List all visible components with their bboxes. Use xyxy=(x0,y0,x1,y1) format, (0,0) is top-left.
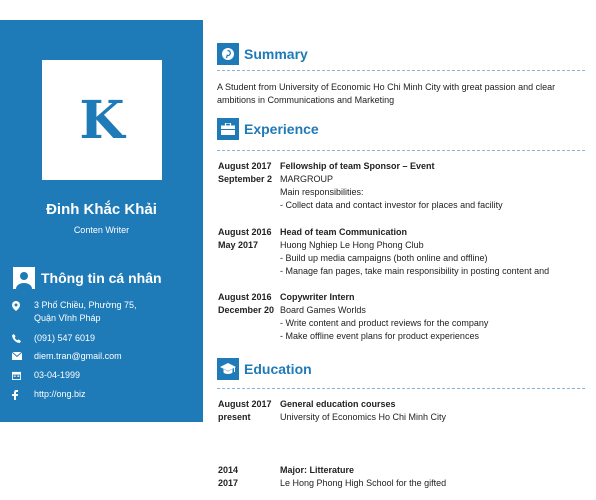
entry-title: Head of team Communication xyxy=(280,227,408,237)
entry-start: 2014 xyxy=(218,465,239,475)
avatar xyxy=(42,60,162,180)
entry-org: University of Economics Ho Chi Minh City xyxy=(280,412,447,422)
entry-body xyxy=(280,291,580,343)
entry-body xyxy=(280,398,580,424)
summary-text: A Student from University of Economic Ho Chi Minh City with great passion and clear ambitions in Communications and Marketing xyxy=(217,82,556,105)
entry-body xyxy=(280,226,580,278)
info-email-text: diem.tran@gmail.com xyxy=(34,351,122,361)
info-phone xyxy=(12,332,95,345)
entry-end: present xyxy=(218,412,251,422)
info-website-link[interactable]: http://ong.biz xyxy=(34,389,86,399)
entry-title: Copywriter Intern xyxy=(280,292,355,302)
info-phone-text: (091) 547 6019 xyxy=(34,333,96,343)
experience-heading xyxy=(217,118,319,140)
entry-end: 2017 xyxy=(218,478,239,488)
experience-title: Experience xyxy=(244,121,319,137)
entry-dates xyxy=(218,398,275,424)
entry-detail: - Collect data and contact investor for places and facility xyxy=(280,200,503,210)
phone-icon xyxy=(12,332,34,345)
entry-start: August 2017 xyxy=(218,399,272,409)
sidebar xyxy=(0,20,203,422)
user-icon xyxy=(13,267,35,289)
profile-name: Đinh Khắc Khải xyxy=(46,201,157,218)
entry-org: Le Hong Phong High School for the gifted xyxy=(280,478,447,488)
entry-dates xyxy=(218,291,275,317)
info-website xyxy=(12,388,86,401)
entry-title: Fellowship of team Sponsor – Event xyxy=(280,161,435,171)
info-address xyxy=(12,299,137,325)
entry-org: MARGROUP xyxy=(280,174,334,184)
entry-body xyxy=(280,464,580,490)
personal-info-heading xyxy=(13,267,162,289)
entry-title: General education courses xyxy=(280,399,396,409)
entry-detail: Main responsibilities: xyxy=(280,187,364,197)
graduation-cap-icon xyxy=(217,358,239,380)
entry-org: Huong Nghiep Le Hong Phong Club xyxy=(280,240,424,250)
education-heading xyxy=(217,358,312,380)
entry-detail: - Make offline event plans for product experiences xyxy=(280,331,479,341)
entry-detail: - Manage fan pages, take main responsibility in posting content and xyxy=(280,266,550,276)
entry-title: Major: Litterature xyxy=(280,465,355,475)
entry-start: August 2016 xyxy=(218,227,272,237)
facebook-icon xyxy=(12,388,34,401)
info-address-line-1: 3 Phố Chiều, Phường 75, xyxy=(34,300,137,310)
location-pin-icon xyxy=(12,299,34,325)
entry-dates xyxy=(218,160,275,186)
personal-info-title: Thông tin cá nhân xyxy=(41,270,162,286)
profile-role: Conten Writer xyxy=(73,225,130,235)
email-icon xyxy=(12,350,34,363)
summary-divider xyxy=(217,70,585,71)
entry-detail: - Write content and product reviews for the company xyxy=(280,318,489,328)
entry-dates xyxy=(218,226,275,252)
info-email xyxy=(12,350,122,363)
info-address-line-2: Quận Vĩnh Pháp xyxy=(34,313,101,323)
education-title: Education xyxy=(244,361,312,377)
entry-detail: - Build up media campaigns (both online and offline) xyxy=(280,253,488,263)
info-birthday xyxy=(12,369,80,382)
entry-end: December 20 xyxy=(218,305,275,315)
summary-heading xyxy=(217,43,308,65)
entry-end: May 2017 xyxy=(218,240,259,250)
entry-end: September 2 xyxy=(218,174,273,184)
experience-divider xyxy=(217,150,585,151)
entry-start: August 2017 xyxy=(218,161,272,171)
calendar-icon xyxy=(12,369,34,382)
briefcase-icon xyxy=(217,118,239,140)
avatar-initial: K xyxy=(79,89,125,151)
entry-dates xyxy=(218,464,275,490)
summary-title: Summary xyxy=(244,46,308,62)
info-birthday-text: 03-04-1999 xyxy=(34,370,81,380)
education-divider xyxy=(217,388,585,389)
entry-body xyxy=(280,160,580,212)
pinterest-icon xyxy=(217,43,239,65)
entry-start: August 2016 xyxy=(218,292,272,302)
entry-org: Board Games Worlds xyxy=(280,305,366,315)
